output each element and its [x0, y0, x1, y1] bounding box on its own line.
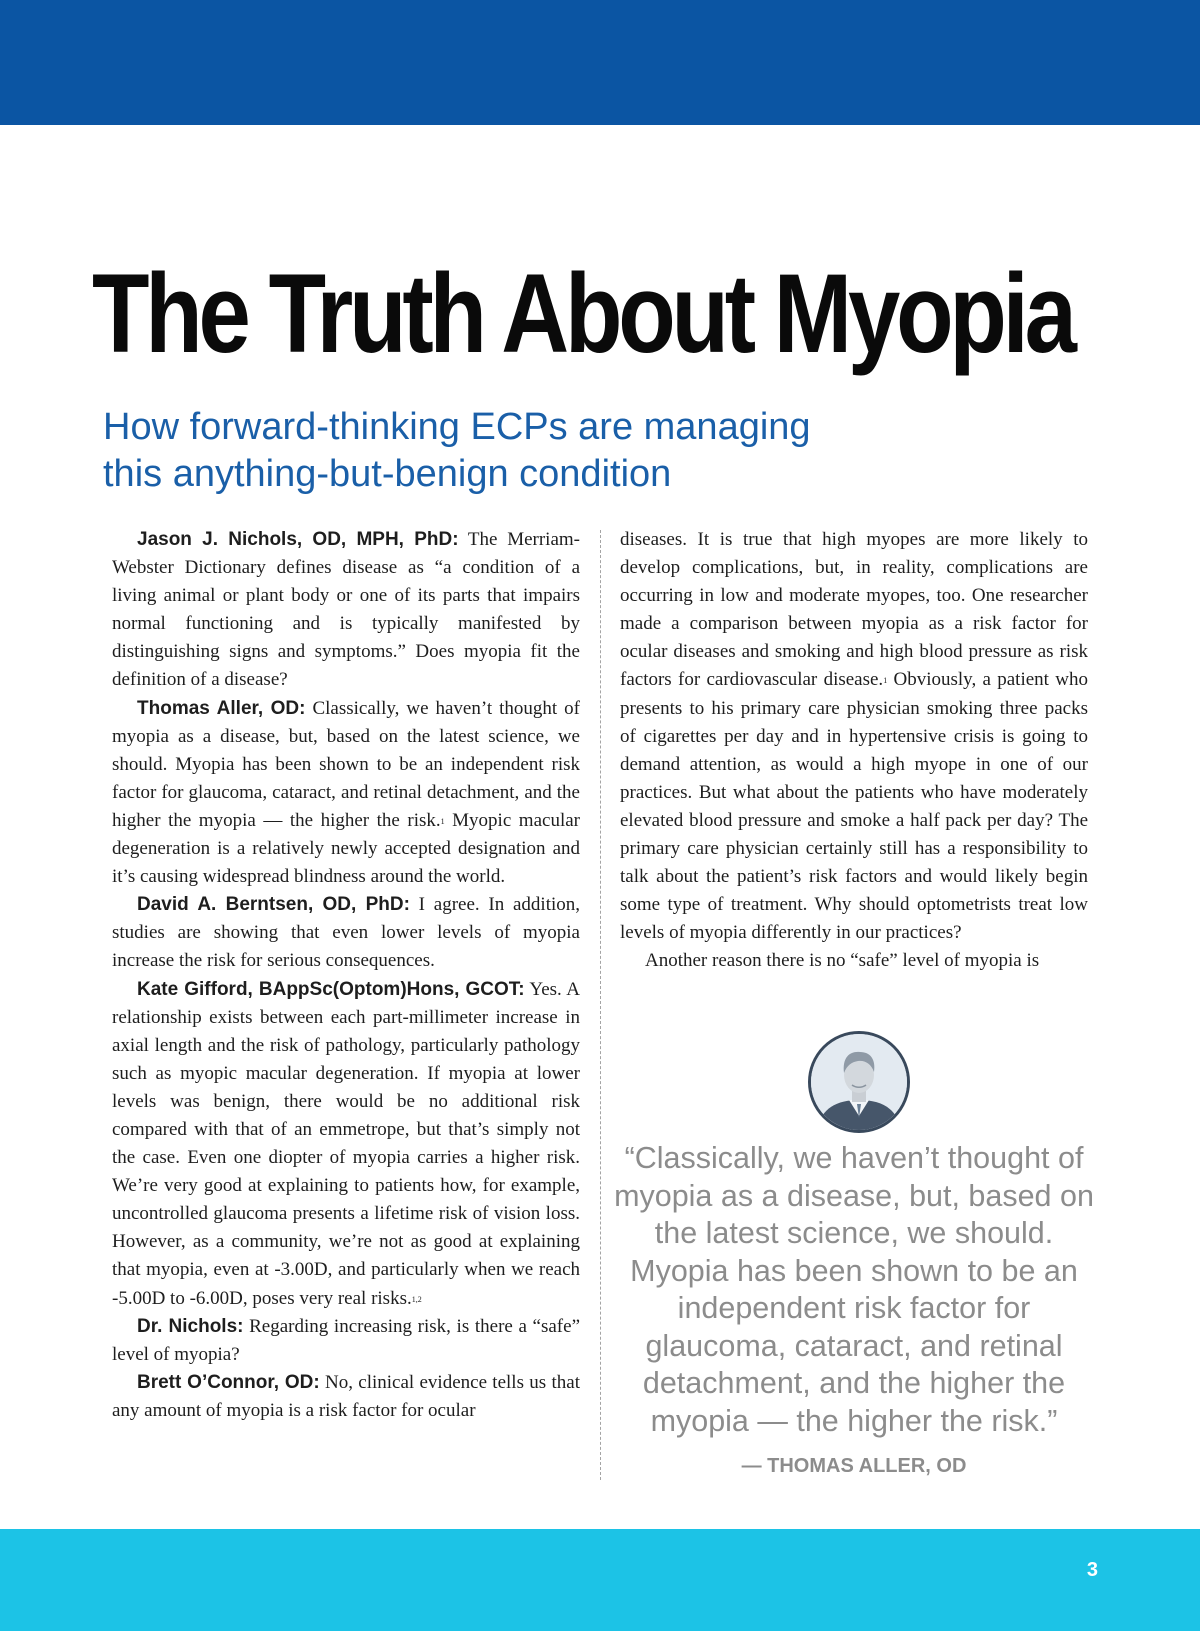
paragraph-text: Myopic macular degeneration is a relatively newly accepted designation and it’s causing widespread blindness around the world. [112, 809, 580, 888]
paragraph-text: I agree. In addition, studies are showing that even lower levels of myopia increase the risk for serious consequences. [112, 894, 580, 972]
reference-marker: 1 [440, 816, 445, 826]
article-title: The Truth About Myopia [92, 251, 1073, 376]
reference-marker: 1,2 [411, 1294, 422, 1304]
paragraph-text: The Merriam-Webster Dictionary defines disease as “a condition of a living animal or plant body or one of its parts that impairs normal functioning and is typically manifested by distinguishing signs and symptoms.” Does myopia fit the definition of a disease? [112, 529, 580, 691]
header-band [0, 0, 1200, 125]
subtitle-line-2: this anything-but-benign condition [103, 453, 672, 495]
speaker-name: David A. Berntsen, OD, PhD: [137, 894, 410, 916]
paragraph-oconnor [112, 1369, 580, 1425]
paragraph-nichols [112, 526, 580, 695]
left-column [112, 526, 580, 1425]
paragraph-text: Obviously, a patient who presents to his primary care physician smoking three packs of cigarettes per day and in hypertensive crisis is going to demand attention, as would a high myope in one of our practices. But what about the patients who have moderately elevated blood pressure and smoke a half pack per day? The primary care physician certainly still has a responsibility to talk about the patient’s risk factors and would likely begin some type of treatment. Why should optometrists treat low levels of myopia differently in our practices? [620, 669, 1088, 944]
speaker-name: Brett O’Connor, OD: [137, 1371, 320, 1393]
paragraph-oconnor-continued [620, 526, 1088, 947]
paragraph-berntsen [112, 891, 580, 975]
footer-band [0, 1529, 1200, 1631]
paragraph-nichols-question [112, 1313, 580, 1369]
paragraph-text: Classically, we haven’t thought of myopia as a disease, but, based on the latest science, we should. Myopia has been shown to be an independent risk factor for glaucoma, cataract, and retinal detachment, and the higher the myopia — the higher the risk. [112, 697, 580, 831]
author-photo [808, 1031, 910, 1133]
paragraph-text: No, clinical evidence tells us that any amount of myopia is a risk factor for ocular [112, 1371, 580, 1421]
paragraph-text: diseases. It is true that high myopes are more likely to develop complications, but, in reality, complications are occurring in low and moderate myopes, too. One researcher made a comparison between myopia as a risk factor for ocular diseases and smoking and high blood pressure as risk factors for cardiovascular disease. [620, 529, 1088, 691]
speaker-name: Jason J. Nichols, OD, MPH, PhD: [137, 529, 459, 550]
paragraph-gifford [112, 976, 580, 1313]
paragraph-text: Yes. A relationship exists between each part-millimeter increase in axial length and the risk of pathology, particularly pathology such as myopic macular degeneration. If myopia at lower levels was benign, there would be no additional risk compared with that of an emmetrope, but that’s simply not the case. Even one diopter of myopia carries a higher risk. We’re very good at explaining to patients how, for example, uncontrolled glaucoma presents a lifetime risk of vision loss. However, as a community, we’re not as good at explaining that myopia, even at -3.00D, and particularly when we reach -5.00D to -6.00D, poses very real risks. [112, 978, 580, 1309]
portrait-icon [811, 1034, 907, 1130]
paragraph-text: Regarding increasing risk, is there a “safe” level of myopia? [112, 1315, 581, 1365]
paragraph-text: Another reason there is no “safe” level of myopia is [645, 950, 1040, 972]
paragraph-aller [112, 695, 580, 892]
article-subtitle [103, 404, 903, 498]
speaker-name: Dr. Nichols: [137, 1315, 244, 1337]
right-column [620, 526, 1088, 976]
subtitle-line-1: How forward-thinking ECPs are managing [103, 406, 811, 448]
speaker-name: Thomas Aller, OD: [137, 697, 306, 719]
speaker-name: Kate Gifford, BAppSc(Optom)Hons, GCOT: [137, 978, 525, 1000]
reference-marker: 1 [883, 676, 888, 686]
column-divider [600, 530, 601, 1480]
pull-quote-attribution: — THOMAS ALLER, OD [741, 1455, 967, 1477]
pull-quote: “Classically, we haven’t thought of myopia as a disease, but, based on the latest science, we should. Myopia has been shown to be an independent risk factor for glaucoma, cataract, and retinal detachment, and the higher the myopia — the higher the risk.” [614, 1141, 1094, 1438]
page-number: 3 [1086, 1559, 1098, 1581]
paragraph-another-reason [620, 947, 1088, 975]
